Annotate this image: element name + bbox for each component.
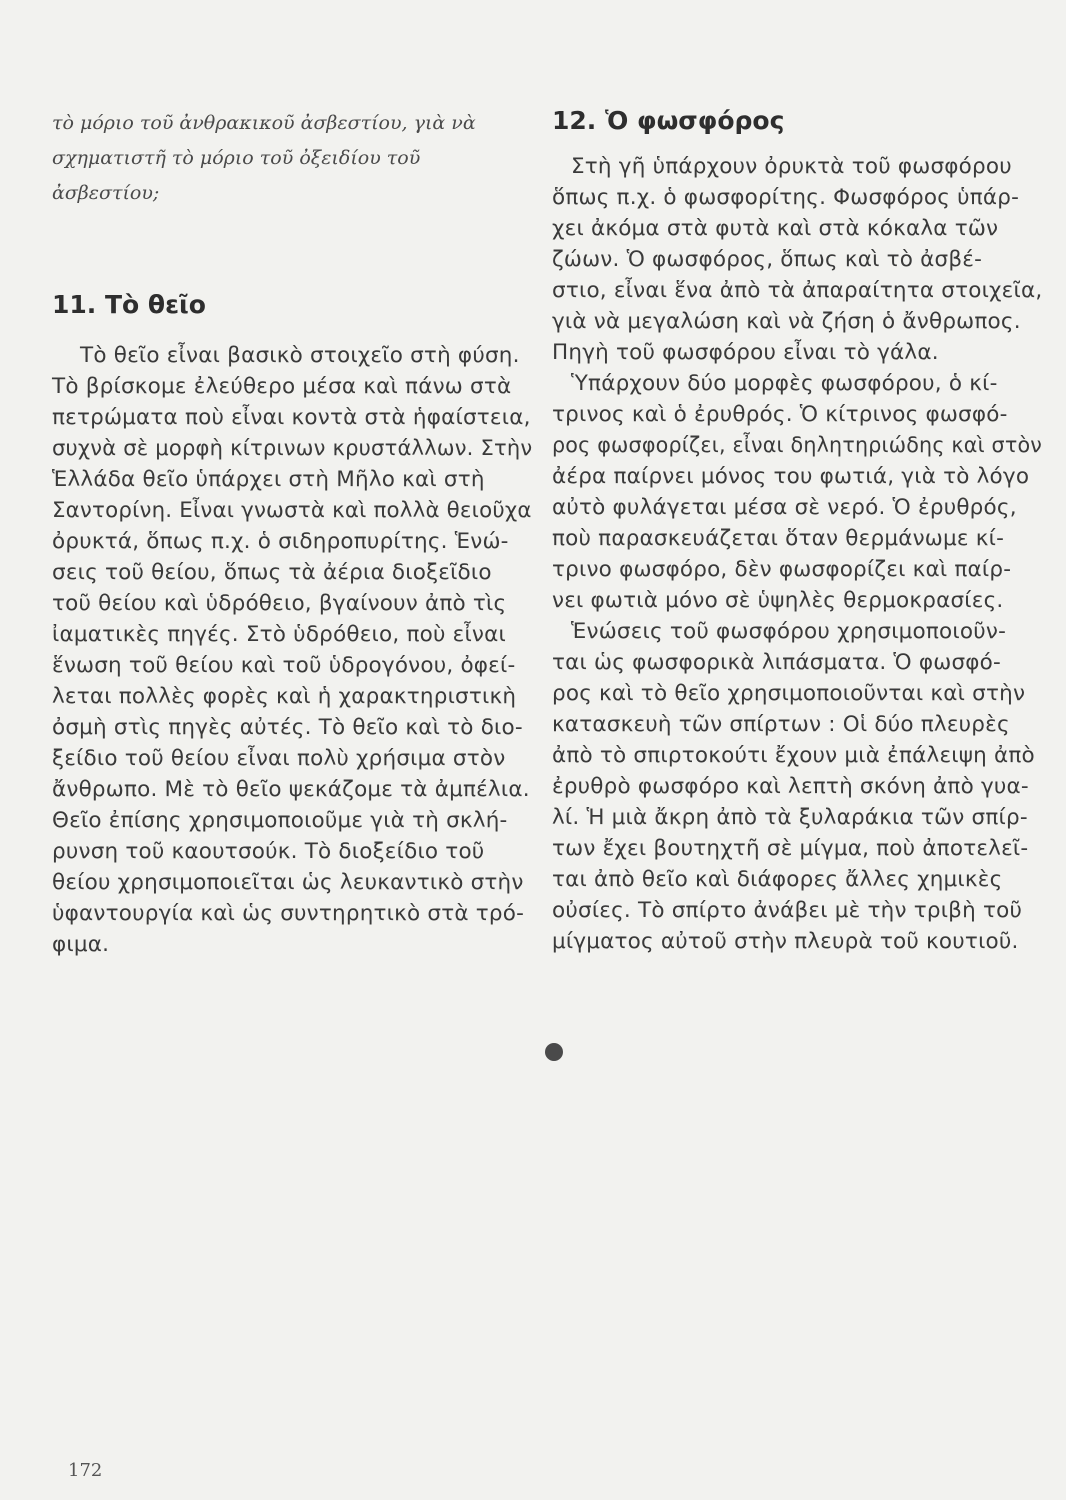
text-line: ται ἀπὸ θεῖο καὶ διάφορες ἄλλες χημικὲς [552,867,1003,892]
text-line: λί. Ἡ μιὰ ἄκρη ἀπὸ τὰ ξυλαράκια τῶν σπίρ- [552,805,1028,830]
text-line: ρος φωσφορίζει, εἶναι δηλητηριώδης καὶ στὸν [552,433,1043,458]
intro-line: τὸ μόριο τοῦ ἀνθρακικοῦ ἀσβεστίου, γιὰ νὰ [52,112,476,134]
text-line: στιο, εἶναι ἕνα ἀπὸ τὰ ἀπαραίτητα στοιχεῖα, [552,278,1043,303]
text-line: συχνὰ σὲ μορφὴ κίτρινων κρυστάλλων. Στὴν [52,436,533,461]
section-heading-phosphorus: 12. Ὁ φωσφόρος [552,106,785,135]
text-line: λεται πολλὲς φορὲς καὶ ἡ χαρακτηριστικὴ [52,684,517,709]
text-line: τρινο φωσφόρο, δὲν φωσφορίζει καὶ παίρ- [552,557,1012,582]
text-line: ξείδιο τοῦ θείου εἶναι πολὺ χρήσιμα στὸν [52,746,506,771]
text-line: Ἑλλάδα θεῖο ὑπάρχει στὴ Μῆλο καὶ στὴ [52,467,485,492]
text-line: Ἑνώσεις τοῦ φωσφόρου χρησιμοποιοῦν- [571,619,1007,644]
text-line: Ὑπάρχουν δύο μορφὲς φωσφόρου, ὁ κί- [571,371,998,396]
text-line: ρυνση τοῦ καουτσούκ. Τὸ διοξείδιο τοῦ [52,839,485,864]
text-line: ἰαματικὲς πηγές. Στὸ ὑδρόθειο, ποὺ εἶναι [52,622,506,647]
text-line: ἀέρα παίρνει μόνος του φωτιά, γιὰ τὸ λόγο [552,464,1030,489]
section-heading-sulfur: 11. Τὸ θεῖο [52,290,206,319]
text-line: αὐτὸ φυλάγεται μέσα σὲ νερό. Ὁ ἐρυθρός, [552,495,1017,520]
intro-line: ἀσβεστίου; [52,182,160,204]
text-line: ἕνωση τοῦ θείου καὶ τοῦ ὑδρογόνου, ὀφεί- [52,653,516,678]
text-line: των ἔχει βουτηχτῆ σὲ μίγμα, ποὺ ἀποτελεῖ- [552,836,1029,861]
text-line: θείου χρησιμοποιεῖται ὡς λευκαντικὸ στὴν [52,870,524,895]
text-line: μίγματος αὐτοῦ στὴν πλευρὰ τοῦ κουτιοῦ. [552,929,1019,954]
text-line: Τὸ θεῖο εἶναι βασικὸ στοιχεῖο στὴ φύση. [80,343,520,368]
text-line: τοῦ θείου καὶ ὑδρόθειο, βγαίνουν ἀπὸ τὶς [52,591,507,616]
text-line: Πηγὴ τοῦ φωσφόρου εἶναι τὸ γάλα. [552,340,939,365]
text-line: ὑφαντουργία καὶ ὡς συντηρητικὸ στὰ τρό- [52,901,525,926]
intro-line: σχηματιστῆ τὸ μόριο τοῦ ὀξειδίου τοῦ [52,147,421,169]
text-line: κατασκευὴ τῶν σπίρτων : Οἱ δύο πλευρὲς [552,712,1010,737]
text-line: ἐρυθρὸ φωσφόρο καὶ λεπτὴ σκόνη ἀπὸ γυα- [552,774,1029,799]
text-line: ποὺ παρασκευάζεται ὅταν θερμάνωμε κί- [552,526,1005,551]
text-line: ζώων. Ὁ φωσφόρος, ὅπως καὶ τὸ ἀσβέ- [552,247,983,272]
text-line: φιμα. [52,932,110,957]
text-line: ται ὡς φωσφορικὰ λιπάσματα. Ὁ φωσφό- [552,650,1001,675]
text-line: ρος καὶ τὸ θεῖο χρησιμοποιοῦνται καὶ στὴν [552,681,1026,706]
text-line: ἄνθρωπο. Μὲ τὸ θεῖο ψεκάζομε τὰ ἀμπέλια. [52,777,530,802]
text-line: πετρώματα ποὺ εἶναι κοντὰ στὰ ἡφαίστεια, [52,405,531,430]
bullet-dot [545,1043,563,1061]
text-line: Στὴ γῆ ὑπάρχουν ὀρυκτὰ τοῦ φωσφόρου [571,154,1012,179]
text-line: Τὸ βρίσκομε ἐλεύθερο μέσα καὶ πάνω στὰ [52,374,512,399]
text-line: γιὰ νὰ μεγαλώση καὶ νὰ ζήση ὁ ἄνθρωπος. [552,309,1021,334]
text-line: τρινος καὶ ὁ ἐρυθρός. Ὁ κίτρινος φωσφό- [552,402,1008,427]
text-line: ὀρυκτά, ὅπως π.χ. ὁ σιδηροπυρίτης. Ἑνώ- [52,529,509,554]
text-line: Σαντορίνη. Εἶναι γνωστὰ καὶ πολλὰ θειοῦχα [52,498,532,523]
text-line: ἀπὸ τὸ σπιρτοκούτι ἔχουν μιὰ ἐπάλειψη ἀπὸ [552,743,1035,768]
text-line: σεις τοῦ θείου, ὅπως τὰ ἀέρια διοξεῖδιο [52,560,492,585]
text-line: Θεῖο ἐπίσης χρησιμοποιοῦμε γιὰ τὴ σκλή- [52,808,508,833]
text-line: ὀσμὴ στὶς πηγὲς αὐτές. Τὸ θεῖο καὶ τὸ διο- [52,715,523,740]
text-line: χει ἀκόμα στὰ φυτὰ καὶ στὰ κόκαλα τῶν [552,216,999,241]
text-line: οὐσίες. Τὸ σπίρτο ἀνάβει μὲ τὴν τριβὴ τοῦ [552,898,1023,923]
page-number: 172 [68,1460,103,1481]
text-line: νει φωτιὰ μόνο σὲ ὑψηλὲς θερμοκρασίες. [552,588,1004,613]
text-line: ὅπως π.χ. ὁ φωσφορίτης. Φωσφόρος ὑπάρ- [552,185,1020,210]
